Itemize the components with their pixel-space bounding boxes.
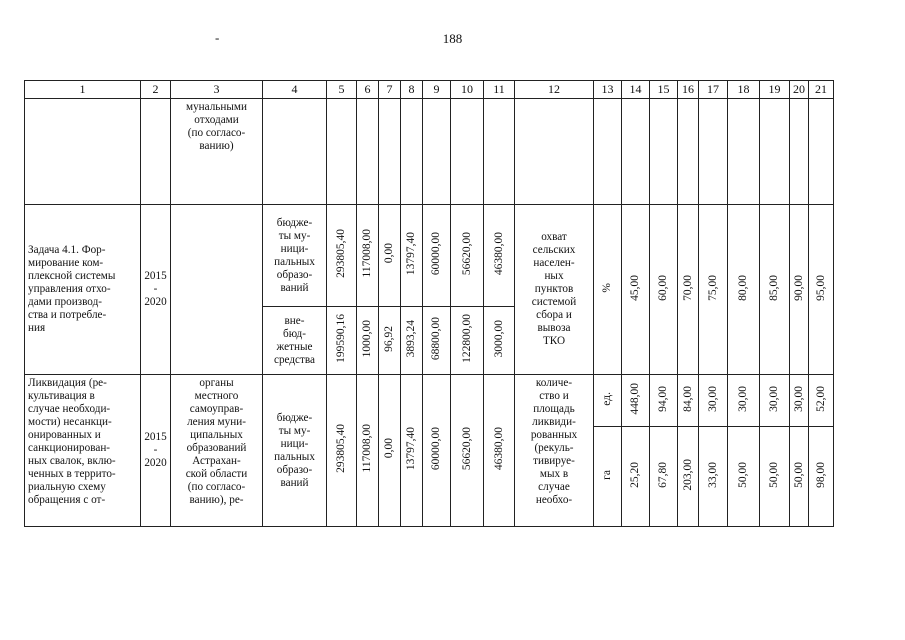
col-header: 21 (809, 81, 834, 99)
col-header: 1 (25, 81, 141, 99)
amount-value: 60000,00 (430, 426, 442, 471)
funding-source: вне- бюд- жетные средства (263, 307, 327, 375)
executor-cell: мунальными отходами (по согласо- ванию) (171, 99, 263, 205)
amount-value: 56620,00 (460, 426, 473, 471)
col-header: 13 (594, 81, 622, 99)
amount-value: 13797,40 (405, 231, 417, 276)
funding-source: бюдже- ты му- ници- пальных образо- ваний (263, 375, 327, 527)
column-number-row (25, 81, 834, 99)
amount-value: 60000,00 (430, 231, 442, 276)
col-header: 3 (171, 81, 263, 99)
target-value: 52,00 (814, 385, 827, 412)
target-value: 25,20 (629, 461, 641, 488)
task-cell: Задача 4.1. Фор- мирование ком- плексной системы управления отхо- дами производ- ства и потребле- ния (25, 205, 141, 375)
indicator-cell: охват сельских населен- ных пунктов системой сбора и вывоза ТКО (515, 205, 594, 375)
col-header: 15 (650, 81, 678, 99)
target-value: 30,00 (706, 385, 719, 412)
target-value: 80,00 (737, 274, 749, 301)
program-table (24, 80, 834, 527)
col-header: 5 (327, 81, 357, 99)
unit-cell: ед. (601, 391, 613, 406)
col-header: 19 (760, 81, 790, 99)
target-value: 98,00 (814, 461, 827, 488)
col-header: 4 (263, 81, 327, 99)
period-cell: 2015 - 2020 (141, 375, 171, 527)
target-value: 50,00 (737, 461, 749, 488)
amount-value: 293805,40 (335, 424, 347, 473)
amount-value: 3893,24 (405, 319, 417, 358)
col-header: 16 (678, 81, 699, 99)
amount-value: 96,92 (383, 325, 395, 352)
unit-cell: га (601, 469, 613, 480)
unit-cell: % (601, 282, 613, 293)
table-row (25, 99, 834, 205)
amount-value: 117008,00 (361, 424, 373, 473)
col-header: 18 (728, 81, 760, 99)
target-value: 30,00 (792, 385, 805, 412)
col-header: 2 (141, 81, 171, 99)
col-header: 9 (423, 81, 451, 99)
target-value: 50,00 (768, 461, 780, 488)
col-header: 7 (379, 81, 401, 99)
target-value: 94,00 (657, 385, 669, 412)
target-value: 85,00 (768, 274, 780, 301)
amount-value: 122800,00 (460, 314, 473, 363)
amount-value: 199590,16 (335, 314, 347, 363)
table-row (25, 375, 834, 427)
col-header: 6 (357, 81, 379, 99)
table-row (25, 205, 834, 307)
target-value: 90,00 (792, 274, 805, 301)
col-header: 8 (401, 81, 423, 99)
amount-value: 68800,00 (430, 316, 442, 361)
funding-source: бюдже- ты му- ници- пальных образо- ваний (263, 205, 327, 307)
target-value: 45,00 (629, 274, 641, 301)
target-value: 70,00 (681, 274, 694, 301)
target-value: 75,00 (706, 274, 719, 301)
col-header: 20 (790, 81, 809, 99)
target-value: 67,80 (657, 461, 669, 488)
amount-value: 117008,00 (361, 229, 373, 278)
amount-value: 0,00 (383, 243, 395, 264)
amount-value: 1000,00 (361, 319, 373, 358)
amount-value: 46380,00 (492, 231, 505, 276)
col-header: 14 (622, 81, 650, 99)
amount-value: 3000,00 (492, 319, 505, 358)
col-header: 11 (484, 81, 515, 99)
task-cell: Ликвидация (ре- культивация в случае необходи- мости) несанкци- онированных и санкционирован- ных свалок, вклю- ченных в террито- риальную схему обращения с от- (25, 375, 141, 527)
amount-value: 0,00 (383, 438, 395, 459)
period-cell: 2015 - 2020 (141, 205, 171, 375)
target-value: 84,00 (681, 385, 694, 412)
target-value: 50,00 (792, 461, 805, 488)
col-header: 12 (515, 81, 594, 99)
page-dash: - (215, 30, 220, 45)
amount-value: 13797,40 (405, 426, 417, 471)
target-value: 95,00 (814, 274, 827, 301)
page-number: 188 (442, 31, 463, 46)
col-header: 17 (699, 81, 728, 99)
indicator-cell: количе- ство и площадь ликвиди- рованных (рекуль- тивируе- мых в случае необхо- (515, 375, 594, 527)
amount-value: 46380,00 (492, 426, 505, 471)
target-value: 33,00 (706, 461, 719, 488)
target-value: 203,00 (681, 458, 694, 491)
amount-value: 56620,00 (460, 231, 473, 276)
executor-cell: органы местного самоуправ- ления муни- ципальных образований Астрахан- ской области (по согласо- ванию), ре- (171, 375, 263, 527)
amount-value: 293805,40 (335, 229, 347, 278)
target-value: 60,00 (657, 274, 669, 301)
target-value: 30,00 (768, 385, 780, 412)
target-value: 448,00 (629, 382, 641, 415)
col-header: 10 (451, 81, 484, 99)
target-value: 30,00 (737, 385, 749, 412)
